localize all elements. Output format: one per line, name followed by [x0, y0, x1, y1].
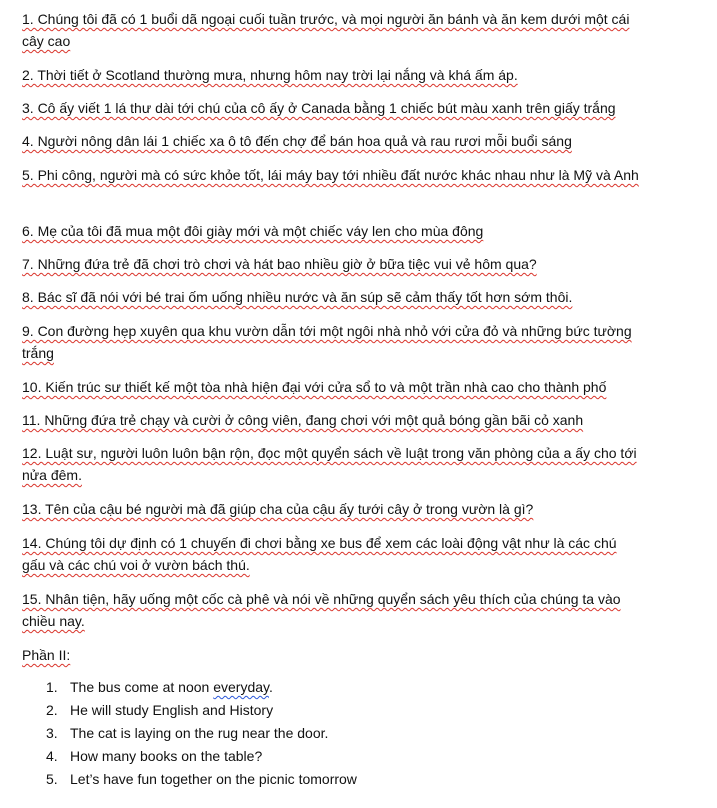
list-text: He will study English and History [70, 702, 274, 718]
list-text: The cat is laying on the rug near the door. [70, 725, 329, 741]
flagged-word: everyday [213, 679, 269, 695]
vietnamese-sentence-6: 6. Mẹ của tôi đã mua một đôi giày mới và một chiếc váy len cho mùa đông [22, 223, 484, 239]
vietnamese-sentence-7: 7. Những đứa trẻ đã chơi trò chơi và hát bao nhiều giờ ở bữa tiệc vui vẻ hôm qua? [22, 256, 537, 272]
vietnamese-sentence-1: 1. Chúng tôi đã có 1 buổi dã ngoại cuối tuần trước, và mọi người ăn bánh và ăn kem dưới một cái cây cao [22, 11, 630, 49]
list-text: The bus come at noon [70, 679, 214, 695]
section-heading: Phần II: [22, 647, 71, 663]
list-number: 1. [46, 679, 58, 695]
list-item [46, 699, 666, 721]
vietnamese-sentence-2: 2. Thời tiết ở Scotland thường mưa, nhưng hôm nay trời lại nắng và khá ấm áp. [22, 67, 518, 83]
vietnamese-sentence-12: 12. Luật sư, người luôn luôn bận rộn, đọc một quyển sách về luật trong văn phòng của a ấy cho tới nửa đêm. [22, 445, 637, 483]
vietnamese-sentence-3: 3. Cô ấy viết 1 lá thư dài tới chú của cô ấy ở Canada bằng 1 chiếc bút màu xanh trên giấy trắng [22, 100, 616, 116]
vietnamese-sentence-9: 9. Con đường hẹp xuyên qua khu vườn dẫn tới một ngôi nhà nhỏ với cửa đỏ và những bức tường trắng [22, 323, 632, 361]
list-text: Let’s have fun together on the picnic tomorrow [70, 771, 357, 787]
list-text: How many books on the table? [70, 748, 263, 764]
vietnamese-sentence-11: 11. Những đứa trẻ chạy và cười ở công viên, đang chơi với một quả bóng gần bãi cỏ xanh [22, 412, 584, 428]
vietnamese-sentence-14: 14. Chúng tôi dự định có 1 chuyến đi chơi bằng xe bus để xem các loài động vật như là các chú gấu và các chú voi ở vườn bách thú. [22, 535, 617, 573]
vietnamese-sentence-4: 4. Người nông dân lái 1 chiếc xa ô tô đến chợ để bán hoa quả và rau rươi mỗi buổi sáng [22, 133, 572, 149]
vietnamese-sentence-10: 10. Kiến trúc sư thiết kế một tòa nhà hiện đại với cửa sổ to và một trần nhà cao cho thành phố [22, 379, 607, 395]
vietnamese-sentence-8: 8. Bác sĩ đã nói với bé trai ốm uống nhiều nước và ăn súp sẽ cảm thấy tốt hơn sớm thôi. [22, 289, 573, 305]
list-text-end: . [268, 679, 273, 695]
vietnamese-sentence-5: 5. Phi công, người mà có sức khỏe tốt, lái máy bay tới nhiều đất nước khác nhau như là Mỹ và Anh [22, 167, 639, 183]
list-item [46, 745, 666, 767]
list-item [46, 768, 666, 790]
list-number: 2. [46, 702, 58, 718]
list-item [46, 722, 666, 744]
list-number: 3. [46, 725, 58, 741]
vietnamese-sentence-15: 15. Nhân tiện, hãy uống một cốc cà phê và nói về những quyển sách yêu thích của chúng ta vào chiều nay. [22, 591, 621, 629]
list-number: 4. [46, 748, 58, 764]
vietnamese-sentence-13: 13. Tên của cậu bé người mà đã giúp cha của cậu ấy tưới cây ở trong vườn là gì? [22, 501, 534, 517]
list-number: 5. [46, 771, 58, 787]
list-item [46, 676, 666, 698]
